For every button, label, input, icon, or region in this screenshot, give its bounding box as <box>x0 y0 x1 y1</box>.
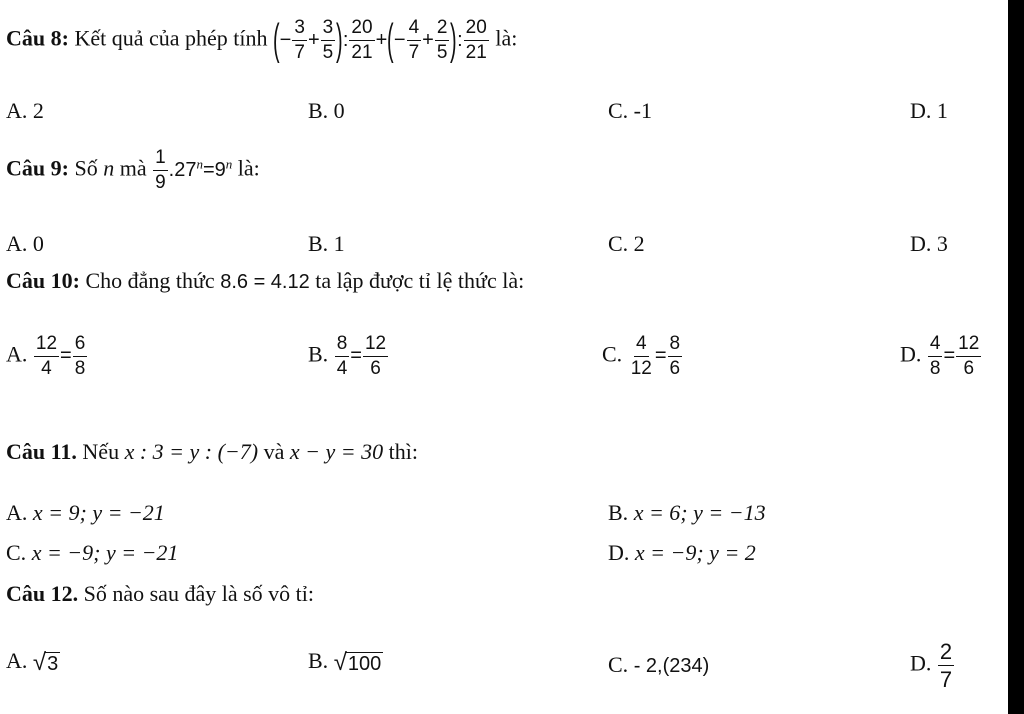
question-12 <box>6 583 314 605</box>
q10-option-a: A. $\frac{12}{4}$ = $\frac{6}{8}$ <box>6 333 86 379</box>
q11-option-c: C. x = −9; y = −21 <box>6 540 179 565</box>
question-9 <box>6 148 260 193</box>
q8-text: Kết quả của phép tính <box>74 25 268 51</box>
q11-text: Nếu <box>82 439 120 464</box>
q10-label: Câu 10: <box>6 268 80 293</box>
q11-option-d: D. x = −9; y = 2 <box>608 540 756 565</box>
q12-label: Câu 12. <box>6 581 79 606</box>
question-11 <box>6 441 418 463</box>
q11-and: và <box>263 439 285 464</box>
q8-expression: (− $\frac{3}{7}$ + $\frac{3}{5}$ ): $\frac{20}{21}$ +(− $\frac{4}{7}$ + $\frac{2}{5}$ ): $\frac{20}{21}$ <box>273 15 487 65</box>
q8-frac-1: $\frac{3}{7}$ <box>294 17 305 63</box>
q12-option-c: C. - 2,(234) <box>608 652 710 677</box>
q12-option-a: A. √ 3 <box>6 648 59 676</box>
q8-frac-2: $\frac{3}{5}$ <box>322 17 334 63</box>
q9-label: Câu 9: <box>6 155 69 181</box>
q11-condition-2: x − y = 30 <box>289 439 384 464</box>
q8-frac-3: $\frac{20}{21}$ <box>351 17 373 63</box>
q8-frac-5: $\frac{2}{5}$ <box>436 17 448 63</box>
q10-suffix: ta lập được tỉ lệ thức là: <box>315 268 525 293</box>
q9-option-d: D. 3 <box>910 231 948 256</box>
q11-option-a: A. x = 9; y = −21 <box>6 500 165 525</box>
sqrt-symbol: √ 3 <box>32 648 59 676</box>
question-8 <box>6 15 518 65</box>
q9-expression: $\frac{1}{9}$ $.27^n=9^n$ <box>155 147 233 193</box>
q10-option-c: C. $\frac{4}{12}$ = $\frac{8}{6}$ <box>602 333 681 379</box>
q11-suffix: thì: <box>388 439 418 464</box>
q12-option-d: D. $\frac{2}{7}$ <box>910 639 953 693</box>
q9-text2: mà <box>119 155 147 181</box>
q8-frac-4: $\frac{4}{7}$ <box>408 17 420 63</box>
q8-option-c: C. -1 <box>608 98 652 123</box>
q8-option-d: D. 1 <box>910 98 948 123</box>
q9-text: Số <box>74 155 98 181</box>
q8-option-b: B. 0 <box>308 98 345 123</box>
q8-frac-6: $\frac{20}{21}$ <box>465 17 487 63</box>
q10-text: Cho đẳng thức <box>85 268 215 293</box>
q11-condition-1: x : 3 = y : (−7) <box>124 439 259 464</box>
q9-var: n <box>103 155 115 181</box>
q11-label: Câu 11. <box>6 439 77 464</box>
sqrt-symbol: √ 100 <box>333 648 382 676</box>
question-10 <box>6 270 524 292</box>
q11-option-b: B. x = 6; y = −13 <box>608 500 766 525</box>
q8-suffix: là: <box>495 25 518 51</box>
q8-label: Câu 8: <box>6 25 69 51</box>
q10-option-d: D. $\frac{4}{8}$ = $\frac{12}{6}$ <box>900 333 980 379</box>
q10-equation: 8.6 = 4.12 <box>220 271 310 293</box>
q9-option-b: B. 1 <box>308 231 345 256</box>
q9-suffix: là: <box>237 155 260 181</box>
q12-text: Số nào sau đây là số vô tỉ: <box>83 581 314 606</box>
q9-option-c: C. 2 <box>608 231 645 256</box>
q9-frac: $\frac{1}{9}$ <box>155 147 166 193</box>
q10-option-b: B. $\frac{8}{4}$ = $\frac{12}{6}$ <box>308 333 387 379</box>
q9-option-a: A. 0 <box>6 231 44 256</box>
q12-option-b: B. √ 100 <box>308 648 382 676</box>
q8-option-a: A. 2 <box>6 98 44 123</box>
